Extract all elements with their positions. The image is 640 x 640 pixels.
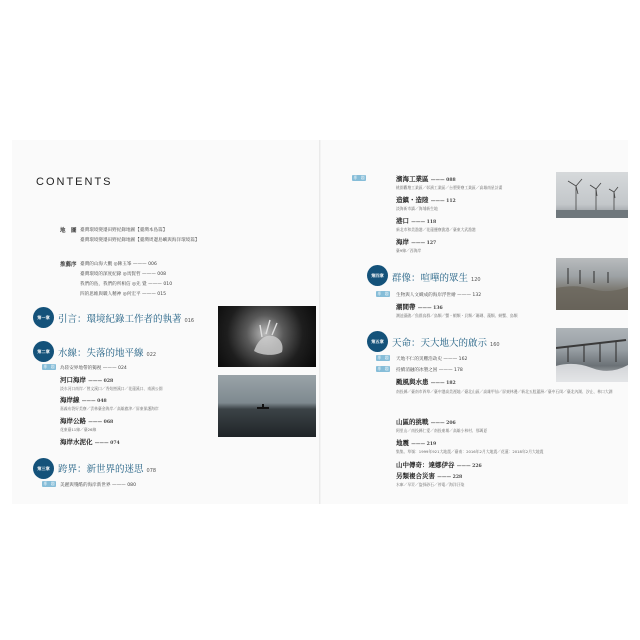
- section-title-text: 另類複合災害: [396, 472, 435, 480]
- section-sub: 水庫／旱災／盜採砂石／停電／海洋汙染: [396, 482, 465, 487]
- chapter-page: 078: [146, 468, 157, 474]
- section-title[interactable]: [396, 174, 456, 183]
- section-title[interactable]: [396, 460, 482, 469]
- section-title-text: 山中傳奇：達娜伊谷: [396, 461, 455, 469]
- preface-item: 臺灣環境的深度紀錄 ◎馬賢哲 ——— 008: [80, 272, 167, 277]
- topic-pill: 專 題: [377, 355, 389, 360]
- topic-pill: 專 題: [43, 364, 55, 369]
- industrial-photo: [556, 172, 628, 218]
- chapter-intro: 美麗與殘酷的海岸新世界 ——— 080: [60, 483, 137, 488]
- chapter-1-photo: [218, 306, 316, 367]
- chapter-intro: 生物與人文織成的海岸浮世繪 ——— 132: [396, 293, 482, 298]
- chapter-2-photo: [218, 375, 316, 437]
- topic-pill: 專 題: [377, 291, 389, 296]
- section-title-text: 海岸水泥化: [60, 438, 93, 446]
- map-label: 地 圖: [60, 228, 77, 234]
- section-title[interactable]: [60, 437, 120, 446]
- section-page: ——— 028: [88, 379, 114, 384]
- chapter-4-photo: [556, 258, 628, 310]
- section-title-text: 河口海岸: [60, 376, 86, 384]
- topic-pill: 專 題: [377, 366, 389, 371]
- preface-label: 推薦序: [60, 262, 77, 268]
- section-title[interactable]: [60, 375, 113, 384]
- section-title[interactable]: [396, 438, 436, 447]
- wind-turbines-illustration: [556, 172, 628, 218]
- section-title[interactable]: [396, 216, 436, 225]
- preface-item: 臺灣的山海大觀 ◎陳玉峯 ——— 006: [80, 262, 157, 267]
- section-sub: 潮池藻礁／魚群鳥群／鳥類／蟹・蝦類・貝類／珊瑚、藻類、螃蟹、鳥類: [396, 313, 518, 318]
- section-title-text: 港口: [396, 217, 409, 225]
- section-sub: 南投縣／臺南市四草／臺中港高美溼地／臺北山區／高雄甲仙／屏東林邊／新北五股蘆洲／臺中石岡／臺北內湖、汐止、林口大湖: [396, 389, 613, 394]
- section-sub: 淡水河口南岸／曾文溪口／秀姑巒溪口／花蓮溪口、南濱公園: [60, 386, 163, 391]
- chapter-5-title[interactable]: [392, 335, 500, 349]
- section-sub: 新北市和美漁港／花蓮鹽寮漁港／臺東大武漁港: [396, 227, 476, 232]
- chapter-intro: 天地不仁的災難浩劫史 ——— 162: [396, 357, 468, 362]
- section-page: ——— 088: [430, 178, 456, 183]
- chapter-badge: 第四章: [367, 265, 388, 286]
- section-page: ——— 226: [456, 464, 482, 469]
- section-page: ——— 206: [430, 421, 456, 426]
- section-page: ——— 136: [417, 306, 443, 311]
- section-sub: 集集、草嶺：1999年921大地震／臺南：2016年2月大地震／花蓮：2018年2月大地震: [396, 449, 544, 454]
- section-title[interactable]: [396, 302, 443, 311]
- section-title-text: 潮間帶: [396, 303, 416, 311]
- section-page: ——— 068: [88, 420, 114, 425]
- section-page: ——— 118: [411, 220, 437, 225]
- chapter-title-text: 群像：喧嘩的眾生: [392, 273, 469, 284]
- section-title[interactable]: [60, 416, 113, 425]
- preface-item: 我們的島，我們的所相信 ◎先 覺 ——— 010: [80, 282, 173, 287]
- section-title-text: 濱海工業區: [396, 175, 429, 183]
- chapter-title-text: 跨界：新世界的迷思: [58, 464, 144, 475]
- chapter-badge: 第五章: [367, 331, 388, 352]
- chapter-1-title[interactable]: [58, 311, 194, 325]
- section-page: ——— 219: [411, 442, 437, 447]
- section-title-text: 海岸線: [60, 396, 80, 404]
- section-page: ——— 228: [437, 475, 463, 480]
- section-sub: 阿里山／南投縣仁愛／南投東埔／高雄小林村、那瑪夏: [396, 428, 488, 433]
- chapter-3-title[interactable]: [58, 461, 156, 475]
- chapter-intro: 為陸安界地帶的獨視 ——— 024: [60, 366, 127, 371]
- section-sub: 桃園觀塘工業區／彰濱工業區／台塑麥寮工業區／高雄南星計畫: [396, 185, 503, 190]
- section-sub: 花東臺11線／臺26線: [60, 427, 97, 432]
- preface-item: 四的思維與職人精神 ◎何宏平 ——— 015: [80, 292, 167, 297]
- tidal-flat-illustration: [556, 258, 628, 310]
- section-title-text: 造鎮・造陸: [396, 196, 429, 204]
- section-title[interactable]: [60, 395, 107, 404]
- section-title-text: 海岸: [396, 238, 409, 246]
- chapter-title-text: 水線：失落的地平線: [58, 348, 144, 359]
- topic-pill: 專 題: [353, 175, 365, 180]
- map-item: 臺灣環境變遷田野紀錄地圖【臺灣本島篇】: [80, 228, 168, 233]
- topic-pill: 專 題: [43, 481, 55, 486]
- section-page: ——— 112: [430, 199, 456, 204]
- section-page: ——— 127: [411, 241, 437, 246]
- chapter-badge: 第二章: [33, 341, 54, 362]
- chapter-page: 016: [184, 318, 195, 324]
- chapter-intro: 持續消融的冰墾之困 ——— 178: [396, 368, 463, 373]
- section-sub: 嘉義布袋好美寮／雲林臺金海岸／高雄旗津／屏東保護海岸: [60, 406, 159, 411]
- section-title-text: 颱風與水患: [396, 378, 429, 386]
- hands-illustration: [218, 306, 316, 367]
- section-title[interactable]: [396, 237, 436, 246]
- section-title-text: 地震: [396, 439, 409, 447]
- book-gutter: [319, 140, 321, 504]
- section-title-text: 海岸公路: [60, 417, 86, 425]
- collapsed-bridge-illustration: [556, 328, 628, 382]
- section-title[interactable]: [396, 195, 456, 204]
- chapter-page: 160: [490, 342, 500, 348]
- section-title[interactable]: [396, 471, 462, 480]
- section-page: ——— 074: [94, 441, 120, 446]
- section-title[interactable]: [396, 417, 456, 426]
- chapter-2-title[interactable]: [58, 345, 156, 359]
- section-sub: 淡海新市鎮／海埔新生地: [396, 206, 438, 211]
- chapter-5-photo: [556, 328, 628, 382]
- boat-illustration: [218, 375, 316, 437]
- section-sub: 臺9線／西海岸: [396, 248, 422, 253]
- chapter-badge: 第一章: [33, 307, 54, 328]
- section-title[interactable]: [396, 377, 456, 386]
- section-page: ——— 048: [81, 399, 107, 404]
- map-item: 臺灣環境變遷田野紀錄地圖【臺灣周邊島嶼與海洋環境篇】: [80, 238, 200, 243]
- chapter-page: 120: [471, 277, 481, 283]
- contents-title: CONTENTS: [36, 176, 113, 188]
- section-title-text: 山區的挑戰: [396, 418, 429, 426]
- chapter-page: 022: [146, 352, 157, 358]
- chapter-title-text: 引言：環境紀錄工作者的執著: [58, 314, 182, 325]
- chapter-badge: 第三章: [33, 458, 54, 479]
- chapter-title-text: 天命：天大地大的啟示: [392, 338, 488, 349]
- section-page: ——— 182: [430, 381, 456, 386]
- chapter-4-title[interactable]: [392, 270, 481, 284]
